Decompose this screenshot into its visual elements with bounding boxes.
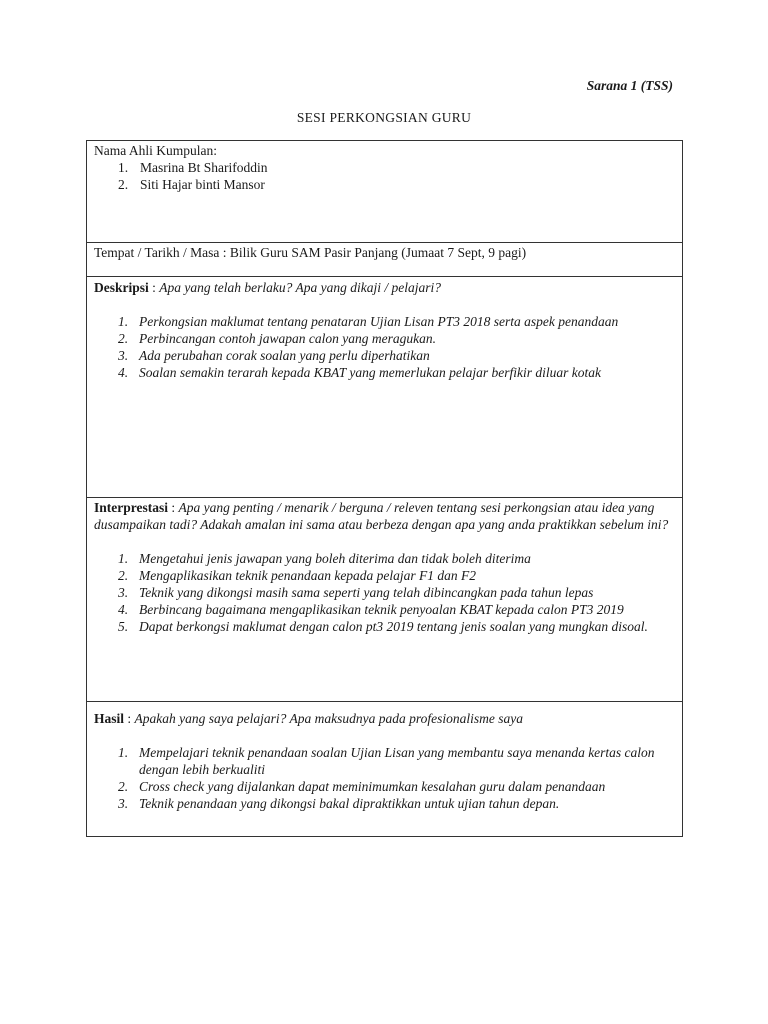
deskripsi-label: Deskripsi [94,280,149,295]
item-number: 4. [118,602,129,617]
deskripsi-heading [94,279,675,296]
item-number: 1. [118,551,129,566]
deskripsi-item [94,347,675,364]
deskripsi-item [94,313,675,330]
deskripsi-cell [87,277,682,498]
item-number: 5. [118,619,129,634]
interpretasi-cell [87,498,682,702]
item-text: Dapat berkongsi maklumat dengan calon pt3 2019 tentang jenis soalan yang mungkan disoal. [139,619,648,634]
item-number: 2. [118,568,129,583]
deskripsi-list [94,313,675,381]
hasil-question: Apakah yang saya pelajari? Apa maksudnya pada profesionalisme saya [134,711,523,726]
member-name: Siti Hajar binti Mansor [140,177,265,192]
item-text: Mengetahui jenis jawapan yang boleh diterima dan tidak boleh diterima [139,551,531,566]
hasil-separator: : [124,711,135,726]
venue-text: Tempat / Tarikh / Masa : Bilik Guru SAM Pasir Panjang (Jumaat 7 Sept, 9 pagi) [94,245,527,260]
item-number: 4. [118,365,129,380]
hasil-heading [94,710,675,727]
item-number: 1. [118,314,129,329]
hasil-list [94,744,675,812]
item-text: Perbincangan contoh jawapan calon yang meragukan. [139,331,436,346]
item-text: Perkongsian maklumat tentang penataran Ujian Lisan PT3 2018 serta aspek penandaan [139,314,619,329]
venue-cell [87,243,682,277]
item-number: 3. [118,585,129,600]
interpretasi-list [94,550,675,635]
hasil-label: Hasil [94,711,125,726]
member-item [118,176,675,193]
hasil-cell [87,702,682,836]
interpretasi-separator: : [168,500,179,515]
member-item [118,159,675,176]
hasil-item [94,744,675,778]
item-text: Ada perubahan corak soalan yang perlu diperhatikan [139,348,430,363]
deskripsi-item [94,330,675,347]
item-text: Mempelajari teknik penandaan soalan Ujian Lisan yang membantu saya menanda kertas calon dengan lebih berkualiti [139,745,655,777]
members-list [94,159,675,193]
member-number: 1. [118,160,129,175]
item-text: Soalan semakin terarah kepada KBAT yang memerlukan pelajar berfikir diluar kotak [139,365,601,380]
interpretasi-item [94,618,675,635]
interpretasi-item [94,584,675,601]
hasil-item [94,778,675,795]
interpretasi-label: Interprestasi [94,500,168,515]
item-number: 3. [118,348,129,363]
interpretasi-heading [94,499,675,533]
hasil-item [94,795,675,812]
item-number: 2. [118,331,129,346]
item-text: Teknik yang dikongsi masih sama seperti yang telah dibincangkan pada tahun lepas [139,585,594,600]
item-text: Mengaplikasikan teknik penandaan kepada pelajar F1 dan F2 [139,568,477,583]
interpretasi-question: Apa yang penting / menarik / berguna / releven tentang sesi perkongsian atau idea yang dusampaikan tadi? Adakah amalan ini sama atau berbeza dengan apa yang anda praktikkan sebelum ini? [94,500,669,532]
item-text: Cross check yang dijalankan dapat meminimumkan kesalahan guru dalam penandaan [139,779,606,794]
interpretasi-item [94,601,675,618]
sarana-label: Sarana 1 (TSS) [586,78,673,93]
interpretasi-item [94,550,675,567]
form-table [86,140,683,837]
members-label: Nama Ahli Kumpulan: [94,143,217,158]
item-number: 3. [118,796,129,811]
deskripsi-question: Apa yang telah berlaku? Apa yang dikaji / pelajari? [159,280,441,295]
item-number: 2. [118,779,129,794]
deskripsi-separator: : [148,280,160,295]
member-name: Masrina Bt Sharifoddin [140,160,268,175]
members-cell [87,141,682,243]
member-number: 2. [118,177,129,192]
deskripsi-item [94,364,675,381]
item-text: Teknik penandaan yang dikongsi bakal dipraktikkan untuk ujian tahun depan. [139,796,560,811]
item-number: 1. [118,745,129,760]
interpretasi-item [94,567,675,584]
item-text: Berbincang bagaimana mengaplikasikan teknik penyoalan KBAT kepada calon PT3 2019 [139,602,624,617]
document-title: SESI PERKONGSIAN GURU [296,110,472,125]
